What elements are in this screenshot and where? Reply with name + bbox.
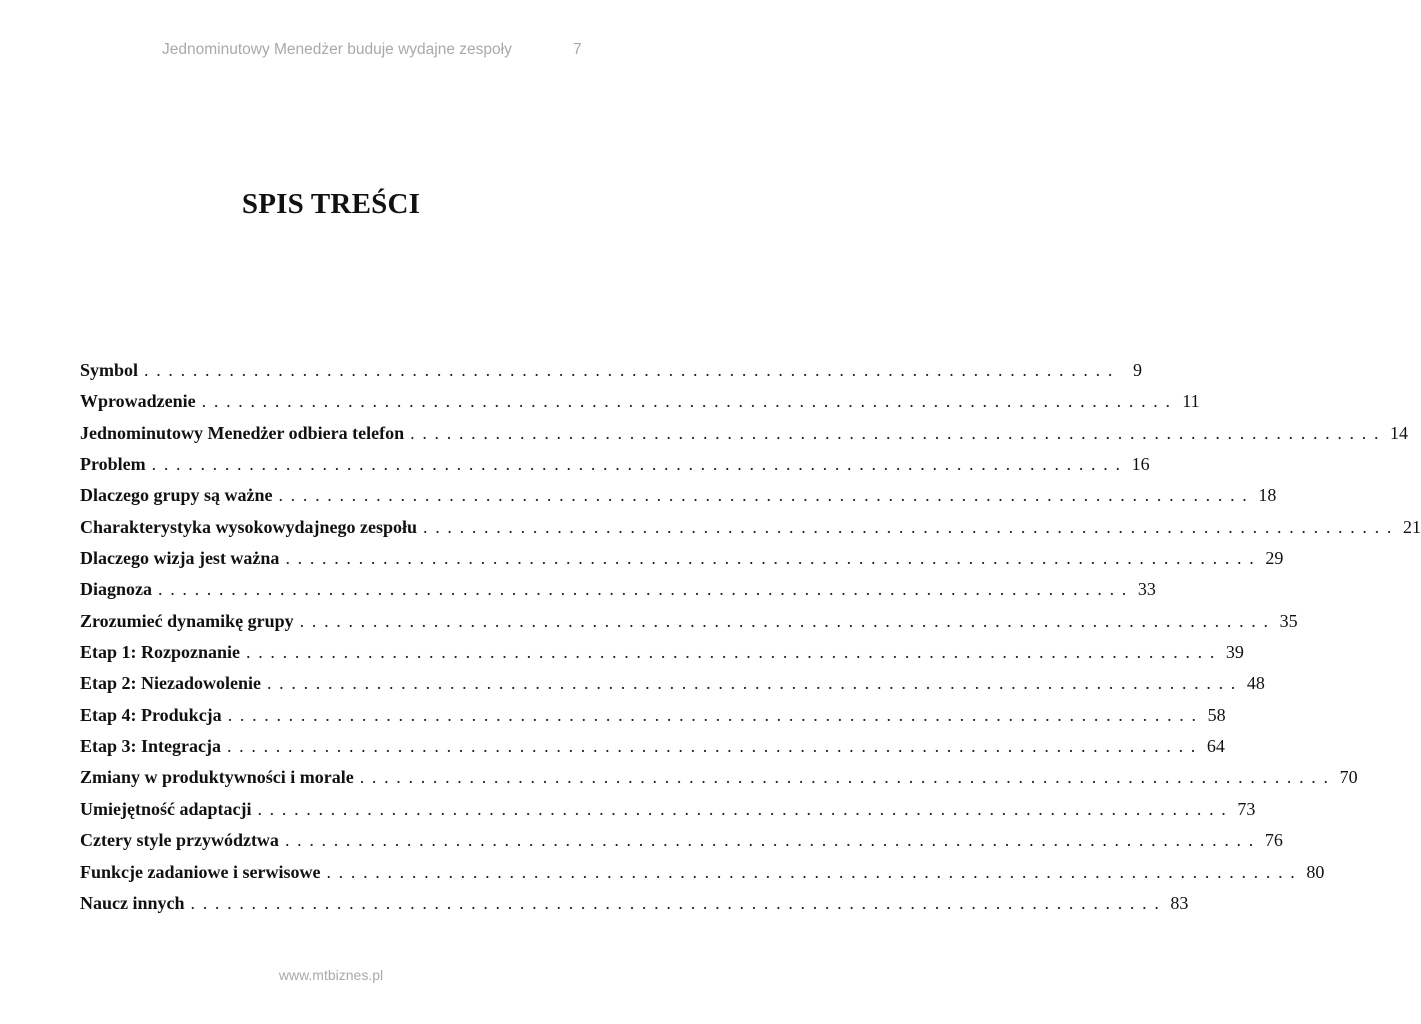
toc-entry xyxy=(80,825,1283,856)
dot-leader: . . . . . . . . . . . . . . . . . . . . . . . . . . . . . . . . . . . . . . . . . . . . . . . . . . . . . . . . . . . . . . . . . . . . . . . . . . . . . . . . xyxy=(201,391,1172,412)
toc-entry-label: Charakterystyka wysokowydajnego zespołu xyxy=(80,516,418,537)
toc-entry xyxy=(80,418,1409,449)
dot-leader: . . . . . . . . . . . . . . . . . . . . . . . . . . . . . . . . . . . . . . . . . . . . . . . . . . . . . . . . . . . . . . . . . . . . . . . . . . . . . . . . xyxy=(278,485,1249,506)
toc-entry-page: 39 xyxy=(1225,642,1244,663)
toc-entry-page: 58 xyxy=(1207,704,1226,725)
page-number: 7 xyxy=(573,41,582,58)
dot-leader: . . . . . . . . . . . . . . . . . . . . . . . . . . . . . . . . . . . . . . . . . . . . . . . . . . . . . . . . . . . . . . . . . . . . . . . . . . . . . . . . xyxy=(359,767,1330,788)
toc-entry xyxy=(80,606,1298,637)
toc-entry-label: Jednominutowy Menedżer odbiera telefon xyxy=(80,422,405,443)
toc-entry-label: Funkcje zadaniowe i serwisowe xyxy=(80,861,321,882)
running-header xyxy=(0,41,662,65)
toc-entry-label: Etap 3: Integracja xyxy=(80,736,221,757)
toc-title: SPIS TREŚCI xyxy=(241,188,421,220)
toc-entry xyxy=(80,637,1244,668)
dot-leader: . . . . . . . . . . . . . . . . . . . . . . . . . . . . . . . . . . . . . . . . . . . . . . . . . . . . . . . . . . . . . . . . . . . . . . . . . . . . . . . . xyxy=(326,861,1297,882)
dot-leader: . . . . . . . . . . . . . . . . . . . . . . . . . . . . . . . . . . . . . . . . . . . . . . . . . . . . . . . . . . . . . . . . . . . . . . . . . . . . . . . . xyxy=(190,892,1161,913)
toc-entry-page: 21 xyxy=(1402,516,1421,537)
toc-entry xyxy=(80,449,1150,480)
toc-entry-label: Umiejętność adaptacji xyxy=(80,798,252,819)
toc-entry xyxy=(80,355,1142,386)
toc-entry xyxy=(80,543,1284,574)
dot-leader: . . . . . . . . . . . . . . . . . . . . . . . . . . . . . . . . . . . . . . . . . . . . . . . . . . . . . . . . . . . . . . . . . . . . . . . . . . . . . . . . xyxy=(151,454,1122,475)
toc-list xyxy=(80,355,1421,919)
toc-entry xyxy=(80,762,1358,793)
dot-leader: . . . . . . . . . . . . . . . . . . . . . . . . . . . . . . . . . . . . . . . . . . . . . . . . . . . . . . . . . . . . . . . . . . . . . . . . . . . . . . . . xyxy=(299,610,1270,631)
toc-entry-label: Symbol xyxy=(80,360,139,380)
dot-leader: . . . . . . . . . . . . . . . . . . . . . . . . . . . . . . . . . . . . . . . . . . . . . . . . . . . . . . . . . . . . . . . . . . . . . . . . . . . . . . . . xyxy=(144,360,1114,380)
toc-entry xyxy=(80,700,1226,731)
toc-entry-label: Etap 4: Produkcja xyxy=(80,704,222,725)
toc-entry xyxy=(80,386,1200,417)
toc-entry-page: 18 xyxy=(1258,485,1277,506)
dot-leader: . . . . . . . . . . . . . . . . . . . . . . . . . . . . . . . . . . . . . . . . . . . . . . . . . . . . . . . . . . . . . . . . . . . . . . . . . . . . . . . . xyxy=(158,579,1128,600)
toc-entry-label: Cztery style przywództwa xyxy=(80,830,279,851)
toc-entry-page: 33 xyxy=(1137,579,1156,600)
toc-entry xyxy=(80,512,1421,543)
running-title: Jednominutowy Menedżer buduje wydajne zespoły xyxy=(162,41,512,58)
dot-leader: . . . . . . . . . . . . . . . . . . . . . . . . . . . . . . . . . . . . . . . . . . . . . . . . . . . . . . . . . . . . . . . . . . . . . . . . . . . . . . . . xyxy=(284,830,1255,851)
toc-entry-page: 80 xyxy=(1306,861,1325,882)
dot-leader: . . . . . . . . . . . . . . . . . . . . . . . . . . . . . . . . . . . . . . . . . . . . . . . . . . . . . . . . . . . . . . . . . . . . . . . . . . . . . . . . xyxy=(226,736,1197,757)
toc-entry-label: Etap 2: Niezadowolenie xyxy=(80,673,261,694)
toc-entry xyxy=(80,574,1156,605)
dot-leader: . . . . . . . . . . . . . . . . . . . . . . . . . . . . . . . . . . . . . . . . . . . . . . . . . . . . . . . . . . . . . . . . . . . . . . . . . . . . . . . . xyxy=(266,673,1237,694)
toc-entry-page: 16 xyxy=(1131,454,1150,475)
toc-entry-label: Etap 1: Rozpoznanie xyxy=(80,642,241,663)
toc-entry-label: Dlaczego wizja jest ważna xyxy=(80,548,280,569)
toc-entry-page: 14 xyxy=(1390,422,1409,443)
toc-entry xyxy=(80,731,1225,762)
toc-entry-page: 48 xyxy=(1246,673,1265,694)
toc-entry-label: Naucz innych xyxy=(80,892,185,913)
toc-entry-label: Zrozumieć dynamikę grupy xyxy=(80,610,294,631)
toc-entry-page: 35 xyxy=(1279,610,1298,631)
toc-entry-page: 9 xyxy=(1132,360,1142,380)
toc-entry-label: Wprowadzenie xyxy=(80,391,196,412)
toc-entry-label: Diagnoza xyxy=(80,579,152,600)
toc-entry xyxy=(80,794,1256,825)
toc-entry-page: 11 xyxy=(1182,391,1200,412)
toc-entry-page: 73 xyxy=(1237,798,1256,819)
dot-leader: . . . . . . . . . . . . . . . . . . . . . . . . . . . . . . . . . . . . . . . . . . . . . . . . . . . . . . . . . . . . . . . . . . . . . . . . . . . . . . . . xyxy=(423,516,1393,537)
toc-entry xyxy=(80,888,1189,919)
toc-entry-page: 76 xyxy=(1264,830,1283,851)
toc-entry-page: 64 xyxy=(1206,736,1225,757)
toc-entry-page: 29 xyxy=(1265,548,1284,569)
dot-leader: . . . . . . . . . . . . . . . . . . . . . . . . . . . . . . . . . . . . . . . . . . . . . . . . . . . . . . . . . . . . . . . . . . . . . . . . . . . . . . . . xyxy=(227,704,1198,725)
toc-entry-label: Dlaczego grupy są ważne xyxy=(80,485,273,506)
toc-entry-page: 70 xyxy=(1339,767,1358,788)
toc-entry xyxy=(80,480,1277,511)
toc-entry xyxy=(80,857,1325,888)
dot-leader: . . . . . . . . . . . . . . . . . . . . . . . . . . . . . . . . . . . . . . . . . . . . . . . . . . . . . . . . . . . . . . . . . . . . . . . . . . . . . . . . xyxy=(410,422,1381,443)
dot-leader: . . . . . . . . . . . . . . . . . . . . . . . . . . . . . . . . . . . . . . . . . . . . . . . . . . . . . . . . . . . . . . . . . . . . . . . . . . . . . . . . xyxy=(246,642,1216,663)
toc-entry-label: Problem xyxy=(80,454,146,475)
toc-entry-label: Zmiany w produktywności i morale xyxy=(80,767,354,788)
toc-entry xyxy=(80,668,1265,699)
toc-entry-page: 83 xyxy=(1170,892,1189,913)
footer-website: www.mtbiznes.pl xyxy=(278,967,384,983)
dot-leader: . . . . . . . . . . . . . . . . . . . . . . . . . . . . . . . . . . . . . . . . . . . . . . . . . . . . . . . . . . . . . . . . . . . . . . . . . . . . . . . . xyxy=(285,548,1256,569)
dot-leader: . . . . . . . . . . . . . . . . . . . . . . . . . . . . . . . . . . . . . . . . . . . . . . . . . . . . . . . . . . . . . . . . . . . . . . . . . . . . . . . . xyxy=(257,798,1228,819)
